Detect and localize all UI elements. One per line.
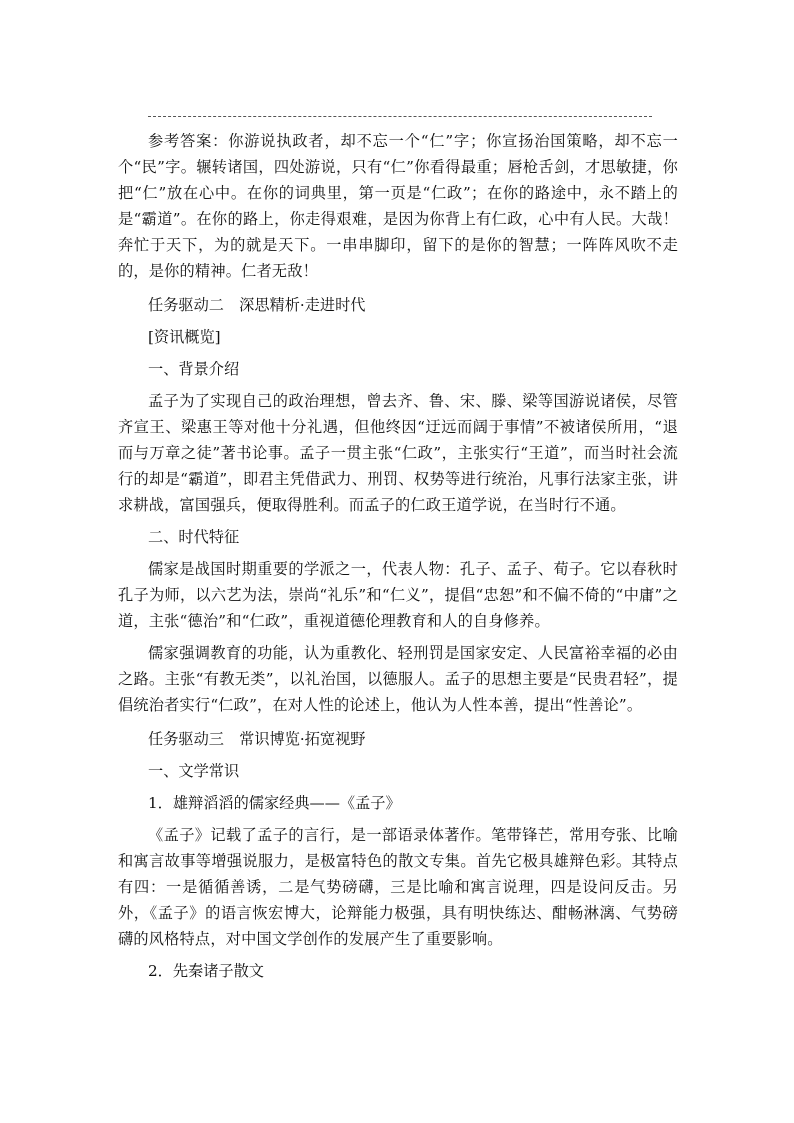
task2-tag: [资讯概览] (148, 328, 221, 346)
document-body (118, 128, 678, 984)
background-paragraph: 孟子为了实现自己的政治理想，曾去齐、鲁、宋、滕、梁等国游说诸侯，尽管齐宣王、梁惠王等对他十分礼遇，但他终因“迂远而阔于事情”不被诸侯所用，“退而与万章之徒”著书论事。孟子一贯主张“仁政”，主张实行“王道”，而当时社会流行的却是“霸道”，即君主凭借武力、刑罚、权势等进行统治，凡事行法家主张，讲求耕战，富国强兵，便取得胜利。而孟子的仁政王道学说，在当时行不通。 (118, 392, 678, 514)
era-features-heading: 二、时代特征 (148, 528, 240, 546)
pre-qin-item-title: 2．先秦诸子散文 (148, 962, 264, 980)
era-paragraph-1: 儒家是战国时期重要的学派之一，代表人物：孔子、孟子、荀子。它以春秋时孔子为师，以六艺为法，崇尚“礼乐”和“仁义”，提倡“忠恕”和不偏不倚的“中庸”之道，主张“德治”和“仁政”，重视道德伦理教育和人的自身修养。 (118, 560, 678, 630)
mencius-item-title: 1．雄辩滔滔的儒家经典——《孟子》 (148, 794, 401, 812)
task2-title: 任务驱动二 深思精析·走进时代 (148, 296, 366, 314)
era-paragraph-2: 儒家强调教育的功能，认为重教化、轻刑罚是国家安定、人民富裕幸福的必由之路。主张“有教无类”，以礼治国，以德服人。孟子的思想主要是“民贵君轻”，提倡统治者实行“仁政”，在对人性的论述上，他认为人性本善，提出“性善论”。 (118, 644, 678, 714)
dashed-separator (148, 116, 652, 117)
literature-heading: 一、文学常识 (148, 762, 240, 780)
task3-title: 任务驱动三 常识博览·拓宽视野 (148, 730, 366, 748)
background-heading: 一、背景介绍 (148, 360, 240, 378)
mencius-paragraph: 《孟子》记载了孟子的言行，是一部语录体著作。笔带锋芒，常用夸张、比喻和寓言故事等增强说服力，是极富特色的散文专集。首先它极具雄辩色彩。其特点有四：一是循循善诱，二是气势磅礴，三是比喻和寓言说理，四是设问反击。另外，《孟子》的语言恢宏博大，论辩能力极强，具有明快练达、酣畅淋漓、气势磅礴的风格特点，对中国文学创作的发展产生了重要影响。 (118, 826, 678, 948)
reference-answer: 参考答案：你游说执政者，却不忘一个“仁”字；你宣扬治国策略，却不忘一个“民”字。辗转诸国，四处游说，只有“仁”你看得最重；唇枪舌剑，才思敏捷，你把“仁”放在心中。在你的词典里，第一页是“仁政”；在你的路途中，永不踏上的是“霸道”。在你的路上，你走得艰难，是因为你背上有仁政，心中有人民。大哉！奔忙于天下，为的就是天下。一串串脚印，留下的是你的智慧；一阵阵风吹不走的，是你的精神。仁者无敌！ (118, 132, 678, 280)
